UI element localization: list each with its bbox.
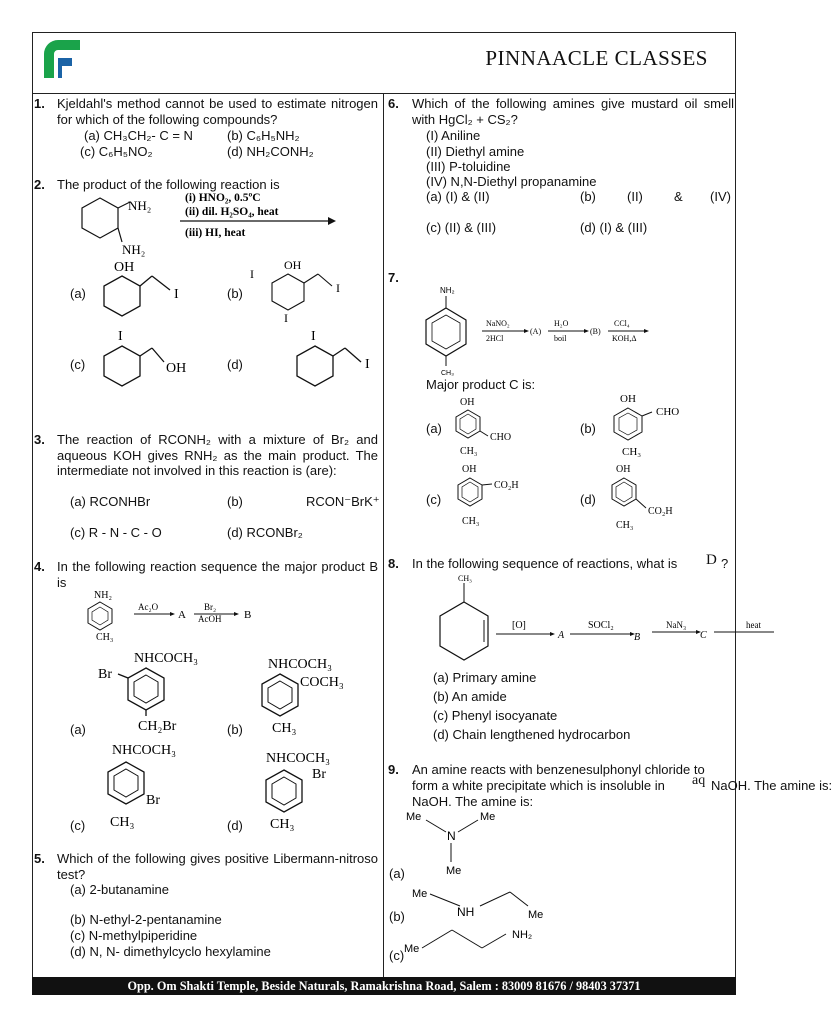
column-divider (383, 93, 384, 977)
svg-text:NaNO₂: NaNO₂ (486, 319, 510, 328)
question-number: 3. (34, 432, 45, 447)
reagent-text: (i) HNO₂, 0.5ºC (185, 192, 261, 204)
svg-text:CH₃: CH₃ (458, 574, 472, 583)
option-c: (c) (70, 357, 86, 372)
pinnaacle-logo-icon (38, 36, 84, 82)
option-b: (b) (580, 421, 596, 436)
question-text: Which of the following amines give mustard oil smell with HgCl₂ + CS₂? (412, 96, 734, 127)
svg-text:NaN₃: NaN₃ (666, 620, 687, 630)
structure-c (92, 328, 202, 388)
svg-text:NHCOCH₃: NHCOCH₃ (268, 657, 332, 672)
svg-text:COCH₃: COCH₃ (300, 675, 344, 690)
svg-text:OH: OH (114, 260, 135, 275)
structure-b (600, 392, 710, 458)
svg-text:Me: Me (406, 811, 422, 823)
option-c: (c) (426, 492, 442, 507)
svg-text:KOH,Δ: KOH,Δ (612, 334, 637, 343)
option-c: (c) (389, 948, 405, 963)
option-a: (a) Primary amine (433, 670, 537, 685)
option-b-value: RCON⁻BrK⁺ (306, 494, 380, 509)
option-c: (c) Phenyl isocyanate (433, 708, 558, 723)
question-text: form a white precipitate which is insoluble in (412, 778, 665, 793)
svg-text:I: I (336, 281, 340, 295)
option-b-part: (IV) (710, 189, 731, 204)
svg-text:A: A (178, 609, 186, 621)
question-text: NaOH. The amine is: (711, 778, 832, 793)
svg-text:CH₃: CH₃ (460, 446, 478, 457)
svg-text:CH₃: CH₃ (616, 520, 634, 531)
structure-b (250, 652, 390, 736)
svg-text:NH₂: NH₂ (94, 590, 112, 601)
option-b-part: (II) (627, 189, 643, 204)
svg-text:NHCOCH₃: NHCOCH₃ (112, 743, 176, 758)
svg-text:CH₃: CH₃ (272, 721, 297, 736)
svg-text:NH₂: NH₂ (440, 286, 455, 295)
reagent-text: (iii) HI, heat (185, 227, 246, 239)
svg-text:AcOH: AcOH (198, 614, 222, 624)
option-d: (d) (227, 357, 243, 372)
structure-c (446, 462, 566, 528)
svg-text:CH₃: CH₃ (441, 370, 454, 377)
question-text: In the following sequence of reactions, what is (412, 556, 678, 571)
question-number: 6. (388, 96, 399, 111)
reaction-scheme (412, 284, 652, 380)
d-symbol: D (706, 552, 717, 568)
svg-text:[O]: [O] (512, 620, 526, 631)
svg-text:I: I (250, 267, 254, 281)
question-text: The reaction of RCONH₂ with a mixture of Br₂ and aqueous KOH gives RNH₂ as the main product. The intermediate not involved in this reaction is (are): (57, 432, 378, 478)
svg-text:Me: Me (412, 888, 428, 900)
svg-text:(B): (B) (590, 327, 601, 336)
reaction-scheme (70, 588, 270, 644)
svg-text:I: I (311, 329, 316, 344)
option-b: (b) (580, 189, 596, 204)
svg-text:CHO: CHO (490, 432, 512, 443)
option-d: (d) RCONBr₂ (227, 525, 303, 540)
svg-text:CHO: CHO (656, 406, 680, 418)
structure-a (92, 258, 202, 318)
question-text: In the following reaction sequence the major product B is (57, 559, 378, 590)
option-d: (d) (227, 818, 243, 833)
option-b: (b) N-ethyl-2-pentanamine (70, 912, 222, 927)
option-b: (b) (227, 494, 243, 509)
question-number: 8. (388, 556, 399, 571)
svg-text:CH₃: CH₃ (462, 516, 480, 527)
structure-c (402, 922, 552, 962)
option-b: (b) (227, 286, 243, 301)
svg-text:CCl₄: CCl₄ (614, 319, 630, 328)
option-a: (a) (70, 722, 86, 737)
option-c: (c) N-methylpiperidine (70, 928, 198, 943)
svg-text:heat: heat (746, 620, 761, 630)
svg-text:I: I (365, 357, 370, 372)
option-d: (d) (580, 492, 596, 507)
svg-text:Me: Me (404, 943, 420, 955)
svg-text:OH: OH (166, 361, 187, 376)
svg-text:A: A (558, 630, 565, 641)
svg-text:Me: Me (480, 811, 496, 823)
reaction-scheme (70, 190, 340, 258)
structure-d (285, 328, 385, 388)
svg-text:I: I (174, 287, 179, 302)
svg-text:Br: Br (312, 767, 326, 782)
svg-text:CH₂Br: CH₂Br (138, 719, 177, 734)
question-number: 7. (388, 270, 399, 285)
page-title: PINNAACLE CLASSES (485, 46, 708, 70)
list-item: (I) Aniline (426, 128, 481, 143)
svg-text:NH₂: NH₂ (512, 929, 533, 941)
option-b: (b) An amide (433, 689, 507, 704)
svg-text:Br₂: Br₂ (204, 602, 217, 612)
svg-text:H₂O: H₂O (554, 319, 569, 328)
svg-text:Br: Br (98, 667, 112, 682)
option-a: (a) CH₃CH₂- C = N (84, 128, 193, 143)
option-c: (c) C₆H₅NO₂ (80, 144, 153, 159)
nh2-label: NH₂ (122, 242, 146, 257)
question-text: Major product C is: (426, 377, 536, 392)
question-text: An amine reacts with benzenesulphonyl chloride to (412, 762, 705, 777)
option-a: (a) (389, 866, 405, 881)
question-text-end: NaOH. The amine is: (412, 794, 534, 809)
list-item: (II) Diethyl amine (426, 144, 525, 159)
question-number: 9. (388, 762, 399, 777)
option-d: (d) (I) & (III) (580, 220, 648, 235)
svg-text:I: I (284, 311, 288, 325)
nh2-label: NH₂ (128, 198, 152, 213)
svg-text:SOCl₂: SOCl₂ (588, 620, 614, 631)
footer-address: Opp. Om Shakti Temple, Beside Naturals, Ramakrishna Road, Salem : 83009 81676 / 98403 37371 (32, 977, 736, 995)
svg-text:OH: OH (462, 464, 477, 475)
reagent-text: (ii) dil. H₂SO₄, heat (185, 206, 279, 218)
option-b: (b) (389, 909, 405, 924)
svg-text:CH₃: CH₃ (110, 815, 135, 830)
question-number: 2. (34, 177, 45, 192)
option-d: (d) Chain lengthened hydrocarbon (433, 727, 631, 742)
question-text: Kjeldahl's method cannot be used to estimate nitrogen for which of the following compounds? (57, 96, 378, 127)
option-c: (c) (70, 818, 86, 833)
svg-text:Ac₂O: Ac₂O (138, 602, 159, 612)
option-b: (b) (227, 722, 243, 737)
option-b-part: & (674, 189, 683, 204)
svg-text:Me: Me (528, 909, 544, 921)
svg-text:CH₃: CH₃ (270, 817, 295, 832)
structure-a (404, 808, 514, 880)
svg-text:boil: boil (554, 334, 567, 343)
structure-a (90, 648, 230, 736)
svg-text:NHCOCH₃: NHCOCH₃ (266, 751, 330, 766)
structure-d (600, 462, 710, 530)
svg-text:(A): (A) (530, 327, 542, 336)
question-number: 1. (34, 96, 45, 111)
svg-text:Me: Me (446, 865, 462, 877)
svg-text:I: I (118, 329, 123, 344)
svg-text:NH: NH (457, 905, 475, 919)
svg-text:CO₂H: CO₂H (494, 480, 519, 491)
option-c: (c) (II) & (III) (426, 220, 497, 235)
question-mark: ? (721, 556, 729, 571)
question-text: The product of the following reaction is (57, 177, 280, 192)
list-item: (III) P-toluidine (426, 159, 511, 174)
structure-b (410, 884, 560, 924)
option-a: (a) RCONHBr (70, 494, 151, 509)
structure-b (248, 258, 358, 325)
svg-text:CO₂H: CO₂H (648, 506, 673, 517)
svg-text:CH₃: CH₃ (622, 446, 642, 458)
option-d: (d) N, N- dimethylcyclo hexylamine (70, 944, 271, 959)
svg-text:OH: OH (460, 397, 475, 408)
reaction-scheme (432, 572, 761, 666)
svg-text:N: N (447, 829, 456, 843)
question-text: Which of the following gives positive Libermann-nitroso test? (57, 851, 378, 882)
list-item: (IV) N,N-Diethyl propanamine (426, 174, 597, 189)
svg-text:OH: OH (284, 258, 302, 272)
structure-c (96, 738, 236, 830)
svg-text:B: B (634, 632, 641, 643)
structure-d (250, 746, 390, 834)
aq-label: aq (692, 773, 706, 788)
structure-a (446, 396, 556, 458)
option-c: (c) R - N - C - O (70, 525, 162, 540)
option-a: (a) 2-butanamine (70, 882, 169, 897)
svg-text:CH₃: CH₃ (96, 632, 114, 643)
option-a: (a) (70, 286, 86, 301)
option-d: (d) NH₂CONH₂ (227, 144, 314, 159)
svg-text:C: C (700, 630, 707, 641)
question-number: 5. (34, 851, 45, 866)
svg-text:Br: Br (146, 793, 160, 808)
svg-text:2HCl: 2HCl (486, 334, 504, 343)
svg-text:OH: OH (616, 464, 631, 475)
option-a: (a) (I) & (II) (426, 189, 490, 204)
option-a: (a) (426, 421, 442, 436)
svg-text:B: B (244, 609, 252, 621)
svg-text:OH: OH (620, 393, 636, 405)
question-number: 4. (34, 559, 45, 574)
option-b: (b) C₆H₅NH₂ (227, 128, 300, 143)
svg-text:NHCOCH₃: NHCOCH₃ (134, 651, 198, 666)
